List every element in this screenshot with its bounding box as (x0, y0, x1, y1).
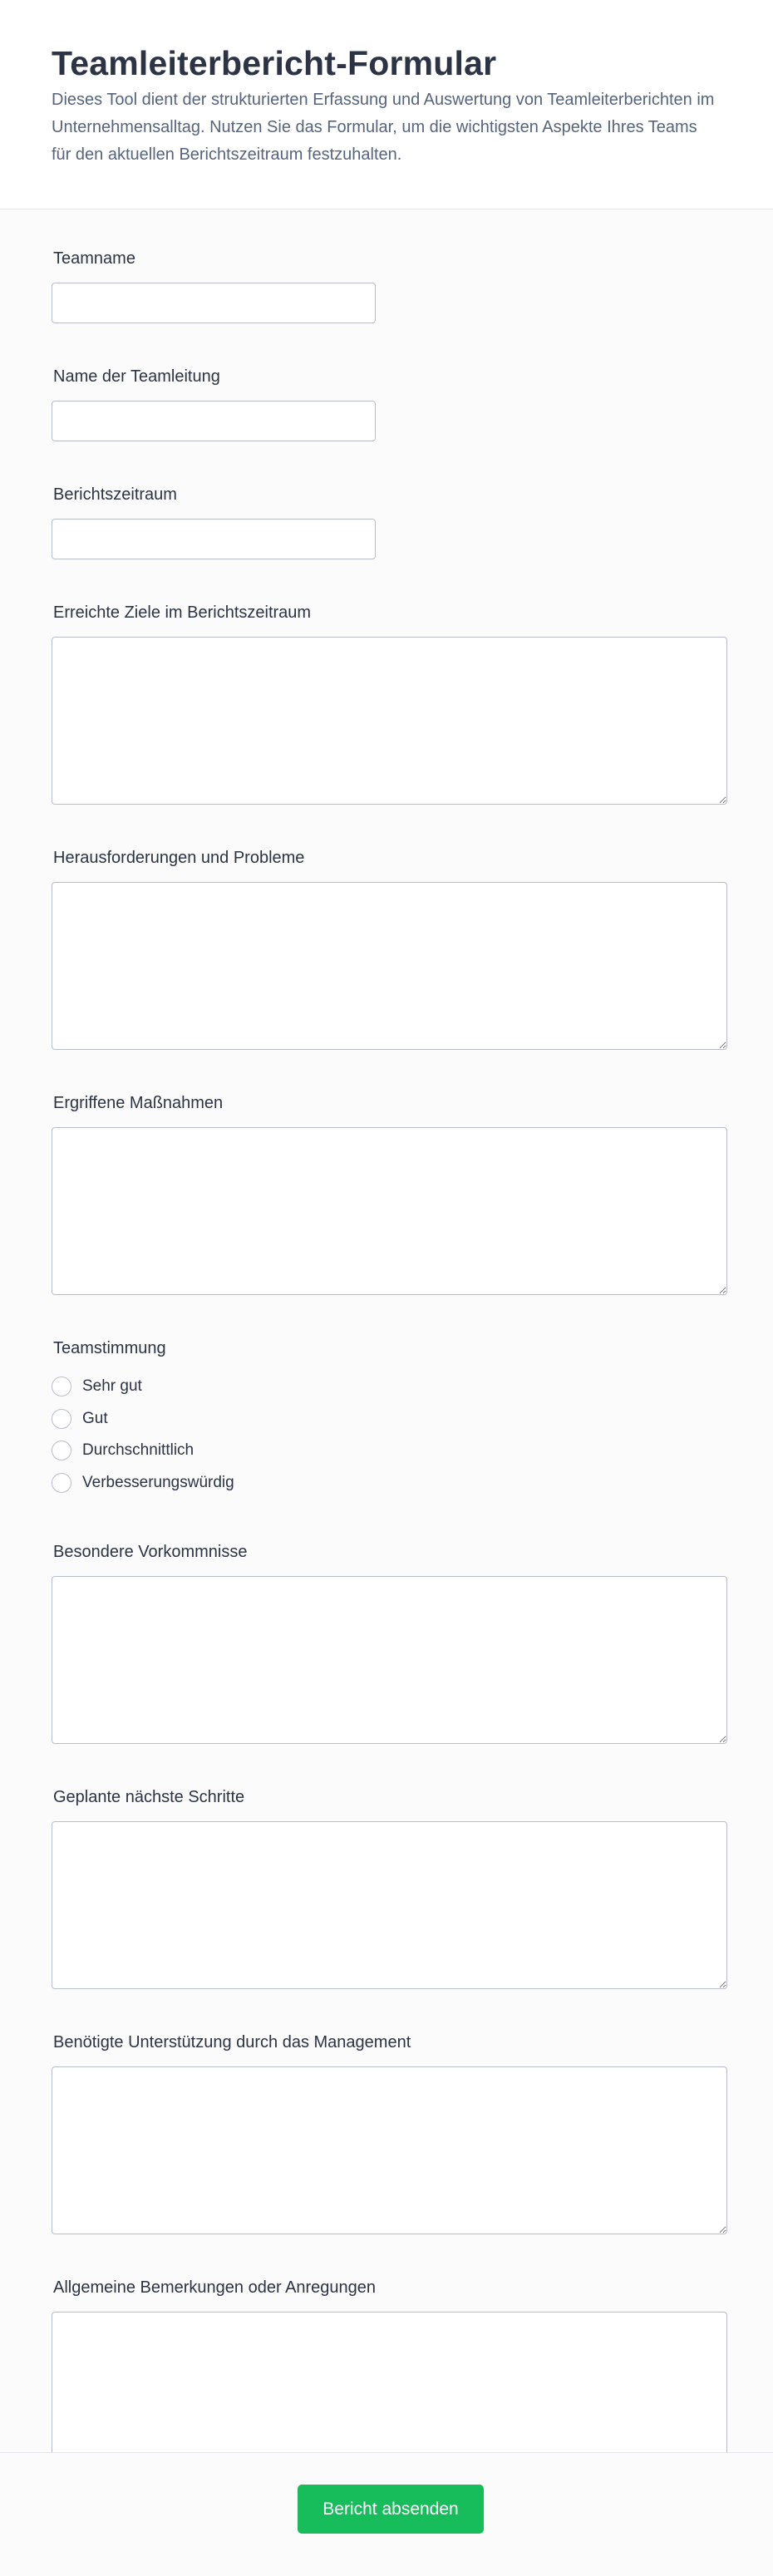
radio-option-gut[interactable] (52, 1403, 773, 1436)
field-schritte (52, 1785, 773, 1989)
unterstuetzung-label: Benötigte Unterstützung durch das Management (53, 2033, 411, 2051)
teamstimmung-radio-group (52, 1371, 773, 1499)
berichtszeitraum-input[interactable] (52, 519, 376, 559)
bemerkungen-label: Allgemeine Bemerkungen oder Anregungen (53, 2278, 377, 2297)
teamleitung-label: Name der Teamleitung (53, 367, 220, 386)
herausforderungen-textarea[interactable] (52, 882, 727, 1050)
teamstimmung-label: Teamstimmung (53, 1339, 166, 1357)
massnahmen-textarea[interactable] (52, 1127, 727, 1295)
schritte-textarea[interactable] (52, 1821, 727, 1989)
form-header (0, 0, 773, 209)
vorkommnisse-label: Besondere Vorkommnisse (53, 1543, 248, 1561)
field-unterstuetzung (52, 2031, 773, 2234)
radio-button-icon[interactable] (52, 1377, 71, 1396)
form-footer (0, 2452, 773, 2576)
field-bemerkungen (52, 2276, 773, 2480)
massnahmen-label: Ergriffene Maßnahmen (53, 1094, 224, 1112)
teamname-input[interactable] (52, 283, 376, 323)
radio-button-icon[interactable] (52, 1409, 71, 1429)
radio-label: Gut (82, 1409, 108, 1427)
unterstuetzung-textarea[interactable] (52, 2066, 727, 2234)
radio-label: Durchschnittlich (82, 1441, 194, 1460)
ziele-textarea[interactable] (52, 637, 727, 805)
herausforderungen-label: Herausforderungen und Probleme (53, 849, 305, 867)
berichtszeitraum-label: Berichtszeitraum (53, 485, 177, 504)
field-massnahmen (52, 1091, 773, 1295)
radio-option-durchschnittlich[interactable] (52, 1435, 773, 1467)
radio-option-verbesserungswuerdig[interactable] (52, 1467, 773, 1500)
page-title: Teamleiterbericht-Formular (52, 44, 497, 82)
schritte-label: Geplante nächste Schritte (53, 1788, 245, 1806)
ziele-label: Erreichte Ziele im Berichtszeitraum (53, 603, 312, 622)
report-form (0, 209, 773, 2480)
radio-button-icon[interactable] (52, 1441, 71, 1460)
field-vorkommnisse (52, 1540, 773, 1744)
radio-label: Verbesserungswürdig (82, 1473, 234, 1491)
field-teamleitung (52, 365, 773, 441)
field-teamstimmung (52, 1337, 773, 1499)
field-berichtszeitraum (52, 483, 773, 559)
radio-option-sehr-gut[interactable] (52, 1371, 773, 1403)
field-ziele (52, 601, 773, 805)
submit-button[interactable]: Bericht absenden (298, 2485, 484, 2534)
radio-button-icon[interactable] (52, 1473, 71, 1493)
field-herausforderungen (52, 846, 773, 1050)
teamname-label: Teamname (53, 249, 135, 268)
teamleitung-input[interactable] (52, 401, 376, 441)
field-teamname (52, 247, 773, 323)
radio-label: Sehr gut (82, 1377, 142, 1396)
page-description: Dieses Tool dient der strukturierten Erfassung und Auswertung von Teamleiterberichten im Unternehmensalltag. Nutzen Sie das Formular, um die wichtigsten Aspekte Ihres Teams für den aktuellen Berichtszeitraum festzuhalten. (52, 91, 715, 164)
vorkommnisse-textarea[interactable] (52, 1576, 727, 1744)
